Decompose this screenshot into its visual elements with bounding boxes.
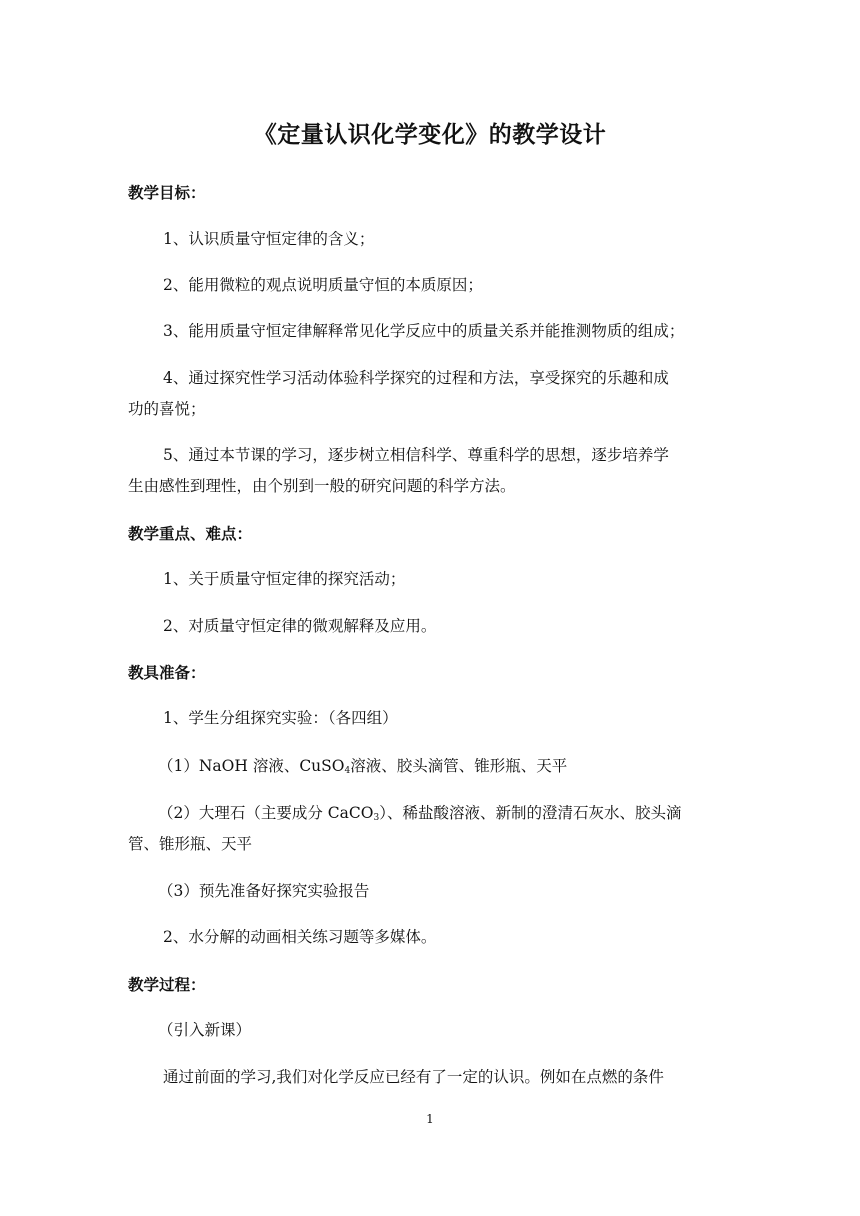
materials-sub-3: （3）预先准备好探究实验报告 <box>158 882 370 900</box>
objective-item-4: 4、通过探究性学习活动体验科学探究的过程和方法，享受探究的乐趣和成 <box>163 369 669 387</box>
objective-item-4-continued: 功的喜悦； <box>128 400 206 418</box>
objective-item-5-continued: 生由感性到理性，由个别到一般的研究问题的科学方法。 <box>128 477 516 495</box>
materials-sub-1-text-rest: 溶液、胶头滴管、锥形瓶、天平 <box>350 757 568 775</box>
process-intro-label: （引入新课） <box>158 1021 252 1039</box>
process-intro-text: 通过前面的学习,我们对化学反应已经有了一定的认识。例如在点燃的条件 <box>163 1068 664 1086</box>
keypoint-item-2: 2、对质量守恒定律的微观解释及应用。 <box>163 617 437 635</box>
materials-item-2: 2、水分解的动画相关练习题等多媒体。 <box>163 928 437 946</box>
page-number: 1 <box>426 1112 434 1126</box>
objective-item-5: 5、通过本节课的学习，逐步树立相信科学、尊重科学的思想，逐步培养学 <box>163 446 669 464</box>
materials-heading: 教具准备： <box>128 663 206 682</box>
materials-sub-1-text: （1）NaOH 溶液、CuSO <box>158 757 345 775</box>
materials-sub-2-text-rest: ）、稀盐酸溶液、新制的澄清石灰水、胶头滴 <box>379 804 682 822</box>
keypoint-item-1: 1、关于质量守恒定律的探究活动； <box>163 570 406 588</box>
process-heading: 教学过程： <box>128 975 206 994</box>
materials-sub-2 <box>158 798 770 829</box>
keypoints-heading: 教学重点、难点： <box>128 524 253 543</box>
materials-sub-1 <box>158 751 770 782</box>
materials-sub-1-subscript: 4 <box>344 766 351 776</box>
materials-sub-2-subscript: 3 <box>373 813 380 823</box>
materials-item-1: 1、学生分组探究实验：（各四组） <box>163 709 398 727</box>
materials-sub-2-text: （2）大理石（主要成分 CaCO <box>158 804 374 822</box>
document-title: 《定量认识化学变化》的教学设计 <box>253 121 607 148</box>
objective-item-3: 3、能用质量守恒定律解释常见化学反应中的质量关系并能推测物质的组成； <box>163 322 685 340</box>
objective-item-2: 2、能用微粒的观点说明质量守恒的本质原因； <box>163 276 483 294</box>
objective-item-1: 1、认识质量守恒定律的含义； <box>163 230 375 248</box>
materials-sub-2-continued: 管、锥形瓶、天平 <box>128 835 253 853</box>
objectives-heading: 教学目标： <box>128 183 206 202</box>
